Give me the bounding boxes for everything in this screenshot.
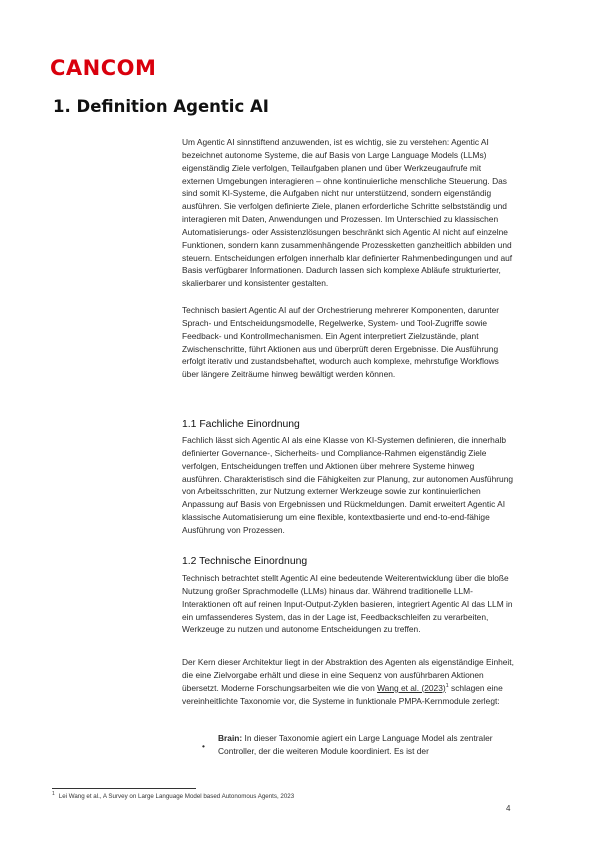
page-number: 4 xyxy=(506,804,511,813)
bullet-term: Brain: xyxy=(218,733,243,743)
s12-text-2 xyxy=(182,656,514,707)
footnote-ref[interactable]: 1 xyxy=(445,682,449,689)
footnote-text: Lei Wang et al., A Survey on Large Language Model based Autonomous Agents, 2023 xyxy=(58,793,295,800)
intro-text-2: Technisch basiert Agentic AI auf der Orchestrierung mehrerer Komponenten, darunter Sprach- und Entscheidungsmodelle, Regelwerke, System- und Tool-Zugriffe sowie Feedback- und Kontrollmechanismen. Ein Agent interpretiert Zielzustände, plant Zwischenschritte, führt Aktionen aus und überprüft deren Ergebnisse. Die Ausführung erfolgt iterativ und zustandsbehaftet, wodurch auch komplexe, mehrstufige Workflows über längere Zeiträume hinweg bewältigt werden können. xyxy=(182,305,500,380)
subsection-title-1-1: 1.1 Fachliche Einordnung xyxy=(182,419,300,430)
s12-text-2b: schlagen eine vereinheitlichte Taxonomie vor, die Systeme in funktionale PMPA-Kernmodule zerlegt: xyxy=(182,682,503,706)
bullet-description: In dieser Taxonomie agiert ein Large Language Model als zentraler Controller, der die weiteren Module koordiniert. Es ist der xyxy=(218,733,493,756)
bullet-item-brain xyxy=(218,732,518,758)
section-title: 1. Definition Agentic AI xyxy=(53,97,269,116)
s12-paragraph-2 xyxy=(182,656,514,707)
subsection-title-1-2: 1.2 Technische Einordnung xyxy=(182,556,308,567)
footnote-number: 1 xyxy=(52,791,55,797)
s12-text-2a: Der Kern dieser Architektur liegt in der Abstraktion des Agenten als eigenständige Einheit, die eine Zielvorgabe erhält und diese in eine Sequenz von ausführbaren Aktionen übersetzt. Moderne Forschungsarbeiten wie die von xyxy=(182,657,514,693)
s11-paragraph xyxy=(182,434,514,537)
wang-citation-link[interactable]: Wang et al. (2023) xyxy=(377,682,446,693)
bullet-text xyxy=(218,732,518,758)
footnote-separator xyxy=(52,788,196,789)
cancom-logo: CANCOM xyxy=(50,56,157,80)
intro-paragraph-2 xyxy=(182,304,514,381)
s12-paragraph-1 xyxy=(182,572,514,636)
s12-text-1: Technisch betrachtet stellt Agentic AI eine bedeutende Weiterentwicklung über die bloße Nutzung großer Sprachmodelle (LLMs) hinaus dar. Während traditionelle LLM-Interaktionen oft auf reinen Input-Output-Zyklen basieren, integriert Agentic AI das LLM in ein umfassenderes System, das in der Lage ist, Feedbackschleifen zu verarbeiten, Werkzeuge zu nutzen und autonome Entscheidungen zu treffen. xyxy=(182,573,513,635)
s11-text: Fachlich lässt sich Agentic AI als eine Klasse von KI-Systemen definieren, die innerhalb definierter Governance-, Sicherheits- und Compliance-Rahmen eigenständig Ziele verfolgen, Entscheidungen treffen und Aktionen über mehrere Systeme hinweg ausführen. Charakteristisch sind die Fähigkeiten zur Planung, zur autonomen Ausführung von Arbeitsschritten, zur Nutzung externer Werkzeuge sowie zur kontinuierlichen Anpassung auf Basis von Ergebnissen und Rückmeldungen. Damit erweitert Agentic AI klassische Automatisierung um eine flexible, kontextbasierte und end-to-end-fähige Ausführung von Prozessen. xyxy=(182,435,514,535)
intro-text-1: Um Agentic AI sinnstiftend anzuwenden, ist es wichtig, sie zu verstehen: Agentic AI bezeichnet autonome Systeme, die auf Basis von Large Language Models (LLMs) eigenständig Ziele verfolgen, Teilaufgaben planen und über Werkzeugaufrufe mit externen Umgebungen interagieren – ohne kontinuierliche menschliche Steuerung. Das sind somit KI-Systeme, die Aufgaben nicht nur unterstützend, sondern eigenständig ausführen. Sie verfolgen definierte Ziele, planen erforderliche Schritte selbstständig und interagieren mit Daten, Anwendungen und Prozessen. Im Unterschied zu klassischen Automatisierungs- oder Assistenzlösungen beschränkt sich Agentic AI nicht auf einzelne Funktionen, sondern kann zusammenhängende Prozessketten ganzheitlich abbilden und steuern. Entscheidungen erfolgen innerhalb klar definierter Rahmenbedingungen und auf Basis verfügbarer Informationen. Dadurch lassen sich komplexe Abläufe strukturierter, skalierbarer und konsistenter gestalten. xyxy=(182,137,513,289)
intro-paragraph-1 xyxy=(182,136,514,290)
footnote xyxy=(52,793,294,800)
bullet-marker: • xyxy=(202,741,205,751)
